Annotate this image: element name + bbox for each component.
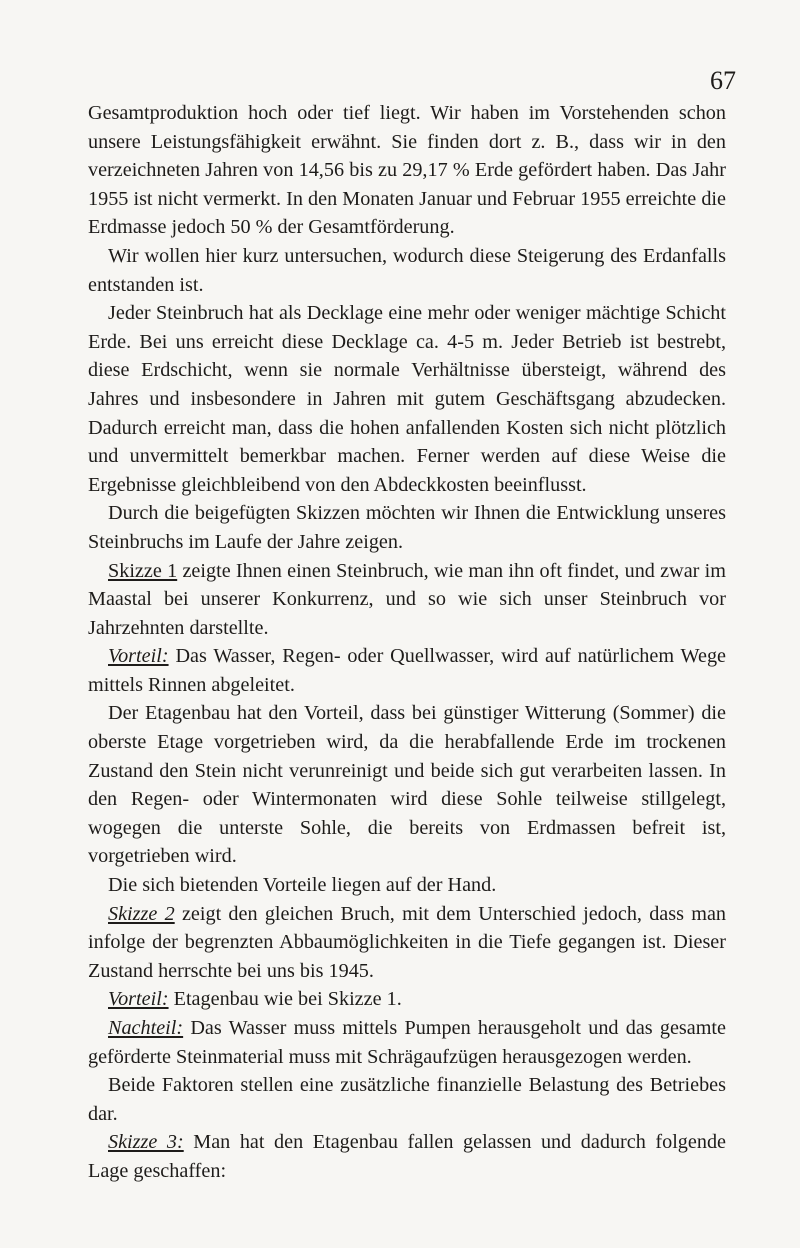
paragraph-text: Durch die beigefügten Skizzen möchten wir Ihnen die Entwicklung unseres Steinbruchs im Laufe der Jahre zeigen. <box>88 502 726 553</box>
paragraph <box>88 699 726 871</box>
paragraph <box>88 1128 726 1185</box>
paragraph-text: Die sich bietenden Vorteile liegen auf der Hand. <box>108 874 497 897</box>
advantage-label: Vorteil: <box>108 988 169 1011</box>
paragraph <box>88 871 726 900</box>
body-text <box>88 99 726 1186</box>
paragraph-text: Das Wasser, Regen- oder Quellwasser, wird auf natürlichem Wege mittels Rinnen abgeleitet. <box>88 645 726 696</box>
paragraph <box>88 900 726 986</box>
paragraph <box>88 557 726 643</box>
paragraph-text: Etagenbau wie bei Skizze 1. <box>168 988 402 1011</box>
paragraph-text: Das Wasser muss mittels Pumpen herausgeholt und das gesamte geförderte Steinmaterial muss mit Schrägaufzügen herausgezogen werden. <box>88 1017 726 1068</box>
page-number: 67 <box>710 66 736 95</box>
sketch-label: Skizze 3: <box>108 1131 184 1154</box>
paragraph <box>88 642 726 699</box>
paragraph <box>88 242 726 299</box>
paragraph <box>88 985 726 1014</box>
paragraph-text: zeigte Ihnen einen Steinbruch, wie man ihn oft findet, und zwar im Maastal bei unserer Konkurrenz, und so wie sich unser Steinbruch vor Jahrzehnten darstellte. <box>88 559 726 639</box>
paragraph-text: Jeder Steinbruch hat als Decklage eine mehr oder weniger mächtige Schicht Erde. Bei uns erreicht diese Decklage ca. 4-5 m. Jeder Betrieb ist bestrebt, diese Erdschicht, wenn sie normale Verhältnisse übersteigt, während des Jahres und insbesondere in Jahren mit gutem Geschäftsgang abzudecken. Dadurch erreicht man, dass die hohen anfallenden Kosten sich nicht plötzlich und unvermittelt bemerkbar machen. Ferner werden auf diese Weise die Ergebnisse gleichbleibend von den Abdeckkosten beeinflusst. <box>88 302 726 496</box>
sketch-label: Skizze 1 <box>108 559 178 582</box>
paragraph <box>88 1014 726 1071</box>
paragraph-text: Beide Faktoren stellen eine zusätzliche finanzielle Belastung des Betriebes dar. <box>88 1074 726 1125</box>
paragraph-text: Gesamtproduktion hoch oder tief liegt. Wir haben im Vorstehenden schon unsere Leistungsfähigkeit erwähnt. Sie finden dort z. B., dass wir in den verzeichneten Jahren von 14,56 bis zu 29,17 % Erde gefördert haben. Das Jahr 1955 ist nicht vermerkt. In den Monaten Januar und Februar 1955 erreichte die Erdmasse jedoch 50 % der Gesamtförderung. <box>88 102 726 239</box>
paragraph <box>88 1071 726 1128</box>
paragraph-text: Der Etagenbau hat den Vorteil, dass bei günstiger Witterung (Sommer) die oberste Etage vorgetrieben wird, da die herabfallende Erde im trockenen Zustand den Stein nicht verunreinigt und beide sich gut verarbeiten lassen. In den Regen- oder Wintermonaten wird diese Sohle teilweise stillgelegt, wogegen die unterste Sohle, die bereits von Erdmassen befreit ist, vorgetrieben wird. <box>88 702 726 868</box>
disadvantage-label: Nachteil: <box>108 1017 184 1039</box>
advantage-label: Vorteil: <box>108 645 169 668</box>
paragraph <box>88 99 726 242</box>
paragraph-text: zeigt den gleichen Bruch, mit dem Unterschied jedoch, dass man infolge der begrenzten Abbaumöglichkeiten in die Tiefe gegangen ist. Dieser Zustand herrschte bei uns bis 1945. <box>88 902 726 982</box>
paragraph <box>88 299 726 499</box>
paragraph <box>88 499 726 556</box>
sketch-label: Skizze 2 <box>108 902 175 925</box>
paragraph-text: Wir wollen hier kurz untersuchen, wodurch diese Steigerung des Erdanfalls entstanden ist. <box>88 244 726 296</box>
paragraph-text: Man hat den Etagenbau fallen gelassen und dadurch folgende Lage geschaffen: <box>88 1131 727 1182</box>
